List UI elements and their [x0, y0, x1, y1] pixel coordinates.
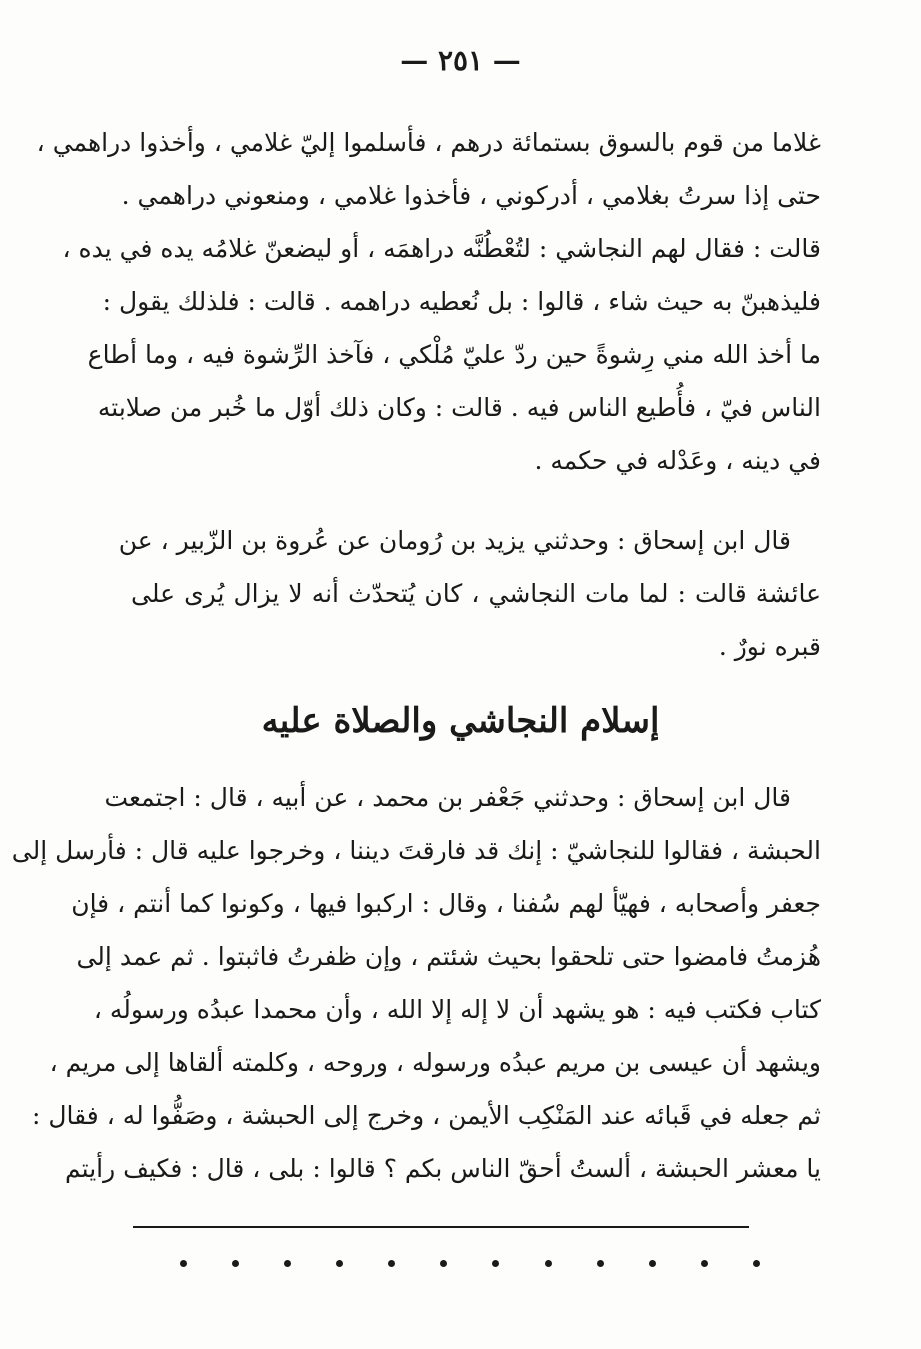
text-line: ويشهد أن عيسى بن مريم عبدُه ورسوله ، وروحه ، وكلمته ألقاها إلى مريم ، — [49, 1048, 821, 1077]
text-line: حتى إذا سرتُ بغلامي ، أدركوني ، فأخذوا غلامي ، ومنعوني دراهمي . — [121, 181, 821, 210]
text-line: فليذهبنّ به حيث شاء ، قالوا : بل نُعطيه دراهمه . قالت : فلذلك يقول : — [102, 287, 821, 316]
ornament-dot — [545, 1260, 552, 1267]
section-heading: إسلام النجاشي والصلاة عليه — [261, 701, 660, 741]
text-line: في دينه ، وعَدْله في حكمه . — [534, 446, 821, 475]
ornament-dot — [440, 1260, 447, 1267]
ornament-dot — [388, 1260, 395, 1267]
text-line: جعفر وأصحابه ، فهيّأ لهم سُفنا ، وقال : اركبوا فيها ، وكونوا كما أنتم ، فإن — [71, 889, 821, 918]
ornament-dot — [701, 1260, 708, 1267]
ornament-dot — [492, 1260, 499, 1267]
text-line: ما أخذ الله مني رِشوةً حين ردّ عليّ مُلْكي ، فآخذ الرِّشوة فيه ، وما أطاع — [87, 340, 821, 369]
page-number: — ٢٥١ — — [400, 44, 521, 77]
ornament-dot — [649, 1260, 656, 1267]
text-line: عائشة قالت : لما مات النجاشي ، كان يُتحدّث أنه لا يزال يُرى على — [131, 579, 821, 608]
text-line: قبره نورٌ . — [718, 632, 821, 661]
text-line: قالت : فقال لهم النجاشي : لتُعْطُنَّه دراهمَه ، أو ليضعنّ غلامُه يده في يده ، — [62, 234, 821, 263]
text-line: قال ابن إسحاق : وحدثني يزيد بن رُومان عن عُروة بن الزّبير ، عن — [118, 526, 791, 555]
footer-rule — [133, 1226, 749, 1228]
text-line: كتاب فكتب فيه : هو يشهد أن لا إله إلا الله ، وأن محمدا عبدُه ورسولُه ، — [93, 995, 821, 1024]
ornament-dot — [336, 1260, 343, 1267]
text-line: الناس فيّ ، فأُطيع الناس فيه . قالت : وكان ذلك أوّل ما خُبر من صلابته — [97, 393, 821, 422]
ornament-dot — [284, 1260, 291, 1267]
text-line: الحبشة ، فقالوا للنجاشيّ : إنك قد فارقتَ ديننا ، وخرجوا عليه قال : فأرسل إلى — [11, 836, 821, 865]
text-line: هُزمتُ فامضوا حتى تلحقوا بحيث شئتم ، وإن ظفرتُ فاثبتوا . ثم عمد إلى — [76, 942, 821, 971]
ornament-dot — [232, 1260, 239, 1267]
text-line: قال ابن إسحاق : وحدثني جَعْفر بن محمد ، عن أبيه ، قال : اجتمعت — [104, 783, 791, 812]
footer-dot-ornament — [180, 1256, 760, 1270]
ornament-dot — [597, 1260, 604, 1267]
text-line: ثم جعله في قَبائه عند المَنْكِب الأيمن ، وخرج إلى الحبشة ، وصَفُّوا له ، فقال : — [32, 1101, 821, 1130]
ornament-dot — [753, 1260, 760, 1267]
text-line: يا معشر الحبشة ، ألستُ أحقّ الناس بكم ؟ قالوا : بلى ، قال : فكيف رأيتم — [65, 1154, 821, 1183]
text-line: غلاما من قوم بالسوق بستمائة درهم ، فأسلموا إليّ غلامي ، وأخذوا دراهمي ، — [36, 128, 821, 157]
ornament-dot — [180, 1260, 187, 1267]
